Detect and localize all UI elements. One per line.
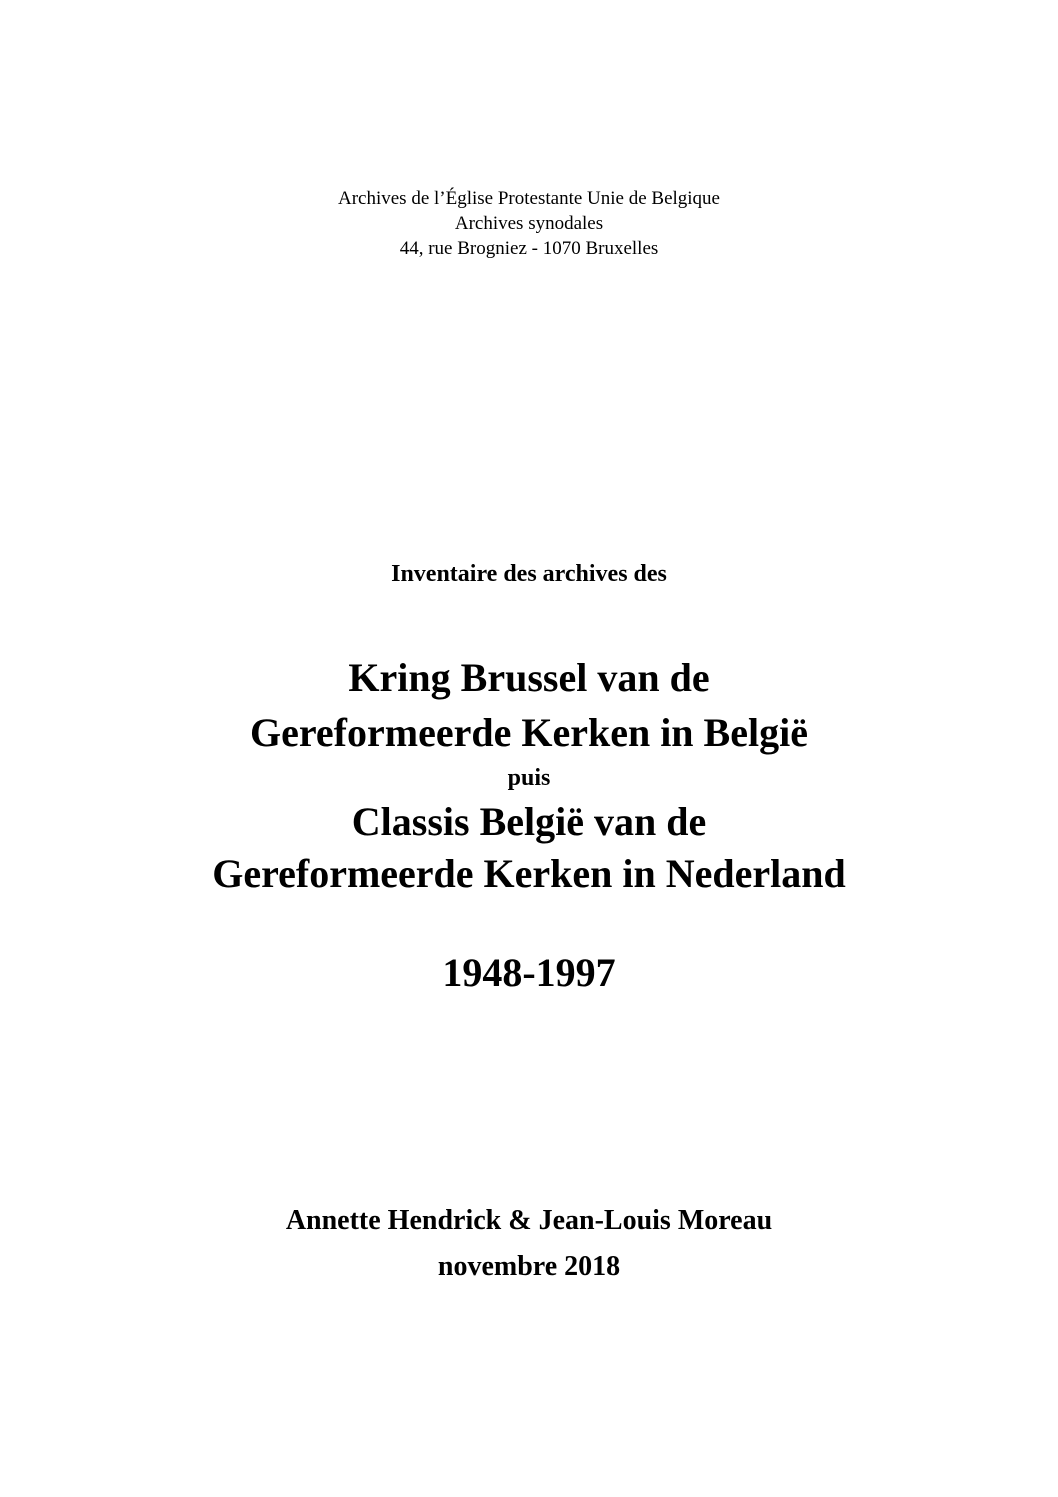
archive-department: Archives synodales [454,213,604,234]
title-line-1: Kring Brussel van de [348,655,710,700]
archive-address: 44, rue Brogniez - 1070 Bruxelles [399,238,659,259]
date-range: 1948-1997 [442,950,616,995]
title-line-3: Classis België van de [351,799,707,844]
title-line-2: Gereformeerde Kerken in België [250,710,808,755]
title-line-4: Gereformeerde Kerken in Nederland [212,851,846,896]
publication-date: novembre 2018 [437,1251,621,1282]
inventory-subtitle: Inventaire des archives des [391,561,667,587]
title-connector: puis [507,765,551,791]
authors: Annette Hendrick & Jean-Louis Moreau [285,1205,773,1236]
archive-institution: Archives de l’Église Protestante Unie de Belgique [337,188,720,209]
